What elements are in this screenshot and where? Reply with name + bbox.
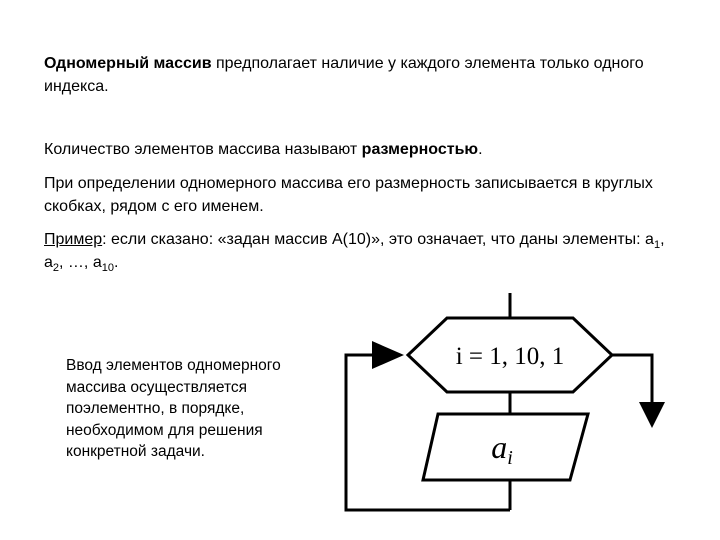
example-end: .: [113, 254, 119, 271]
example-sep-1: , a: [44, 231, 665, 271]
declaration-paragraph: При определении одномерного массива его размерность записывается в круглых скобках, рядом с его именем.: [44, 175, 653, 215]
example-label: Пример: [44, 231, 103, 248]
example-sep-2: , …, a: [59, 254, 102, 271]
subscript-10: 10: [101, 262, 114, 274]
arrowhead-right-icon: [372, 341, 404, 369]
term-dimension: размерностью: [361, 141, 479, 158]
exit-path: [612, 355, 652, 408]
example-text: : если сказано: «задан массив A(10)», это означает, что даны элементы: a: [102, 231, 654, 248]
definition-text: предполагает наличие у каждого элемента только одного индекса.: [44, 55, 644, 95]
loop-label: i = 1, 10, 1: [455, 343, 565, 370]
input-note: Ввод элементов одномерного массива осуществляется поэлементно, в порядке, необходимом для решения конкретной задачи.: [66, 357, 281, 460]
dimension-text: Количество элементов массива называют: [44, 141, 362, 158]
subscript-2: 2: [52, 262, 60, 274]
subscript-1: 1: [653, 239, 661, 251]
arrowhead-down-icon: [639, 402, 665, 428]
io-label: ai: [491, 429, 513, 469]
term-one-dimensional-array: Одномерный массив: [44, 55, 212, 72]
dimension-end: .: [478, 141, 483, 158]
